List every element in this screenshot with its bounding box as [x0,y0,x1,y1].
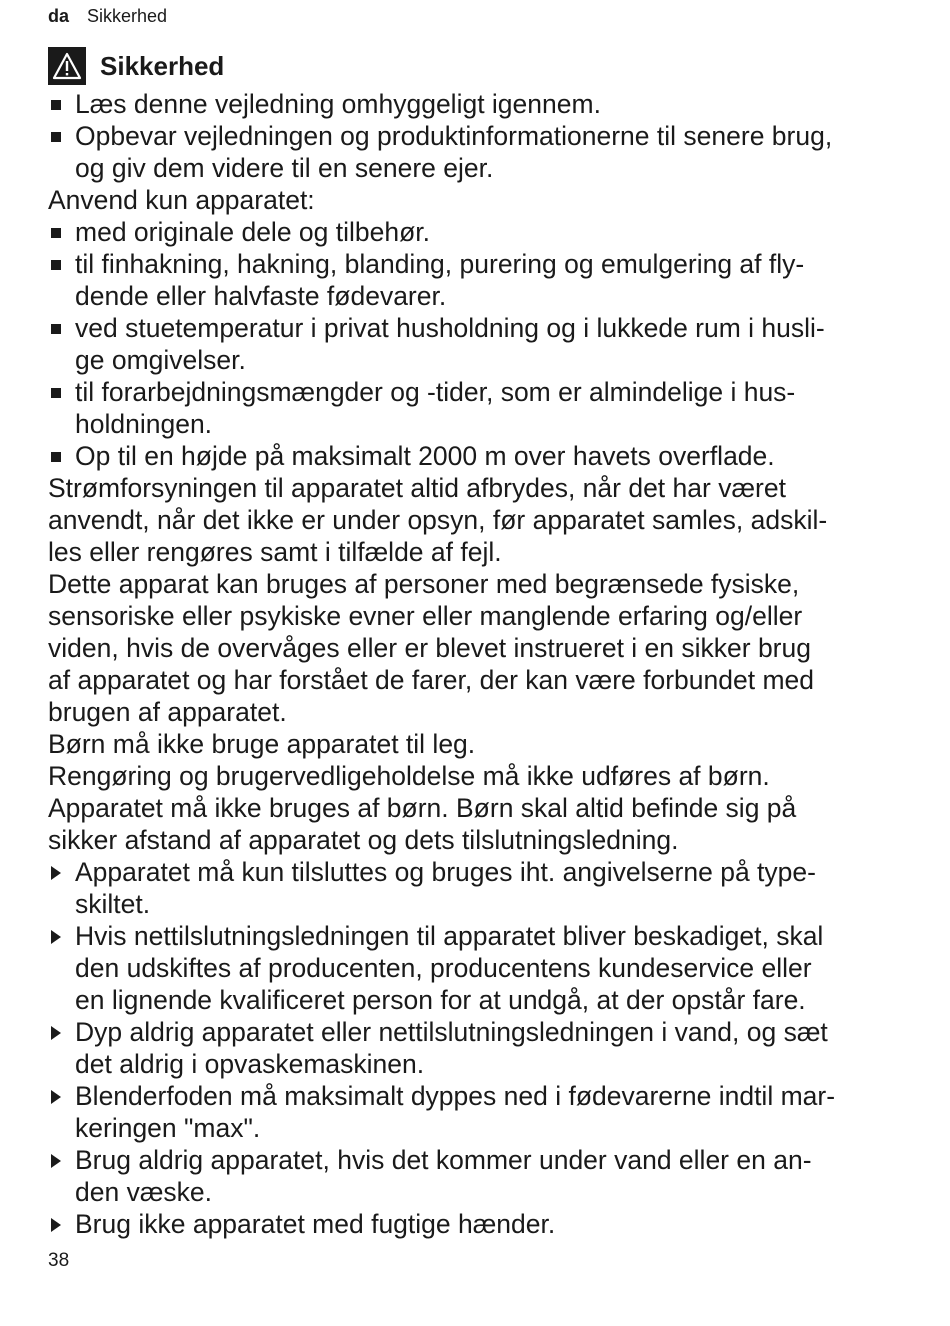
paragraph [48,568,908,728]
bullet-square-icon [51,100,61,110]
paragraph [48,792,908,856]
arrow-right-icon [51,1090,61,1104]
text-line: den væske. [75,1177,212,1207]
text-line: Rengøring og brugervedligeholdelse må ikke udføres af børn. [48,761,770,791]
bullet-item [48,440,908,472]
text-line: holdningen. [75,409,213,439]
bullet-item [48,248,908,312]
item-marker [48,1080,75,1112]
page-title: Sikkerhed [100,51,225,81]
arrow-right-icon [51,866,61,880]
safety-instructions [48,88,908,1240]
text-line: Læs denne vejledning omhyggeligt igennem. [75,89,601,119]
bullet-square-icon [51,260,61,270]
item-marker [48,88,75,120]
text-line: til finhakning, hakning, blanding, purering og emulgering af fly- [75,249,805,279]
text-line: viden, hvis de overvåges eller er blevet instrueret i en sikker brug [48,633,811,663]
text-line: Brug aldrig apparatet, hvis det kommer under vand eller en an- [75,1145,812,1175]
text-line: Blenderfoden må maksimalt dyppes ned i fødevarerne indtil mar- [75,1081,836,1111]
paragraph [48,728,908,760]
text-line: en lignende kvalificeret person for at undgå, at der opstår fare. [75,985,806,1015]
paragraph [48,184,908,216]
text-line: dende eller halvfaste fødevarer. [75,281,447,311]
language-code: da [48,6,70,26]
bullet-item [48,216,908,248]
text-line: det aldrig i opvaskemaskinen. [75,1049,425,1079]
bullet-square-icon [51,388,61,398]
instruction-item [48,1144,908,1208]
paragraph [48,472,908,568]
text-line: sikker afstand af apparatet og dets tilslutningsledning. [48,825,679,855]
text-line: ge omgivelser. [75,345,246,375]
text-line: Dette apparat kan bruges af personer med begrænsede fysiske, [48,569,800,599]
arrow-right-icon [51,1154,61,1168]
bullet-square-icon [51,132,61,142]
bullet-item [48,120,908,184]
arrow-right-icon [51,1026,61,1040]
item-marker [48,856,75,888]
bullet-item [48,376,908,440]
section-label: Sikkerhed [87,6,168,26]
item-marker [48,248,75,280]
bullet-square-icon [51,228,61,238]
text-line: Strømforsyningen til apparatet altid afbrydes, når det har været [48,473,786,503]
bullet-square-icon [51,324,61,334]
text-line: sensoriske eller psykiske evner eller manglende erfaring og/eller [48,601,803,631]
bullet-item [48,88,908,120]
text-line: brugen af apparatet. [48,697,287,727]
text-line: Dyp aldrig apparatet eller nettilslutningsledningen i vand, og sæt [75,1017,828,1047]
item-marker [48,216,75,248]
instruction-item [48,856,908,920]
text-line: af apparatet og har forstået de farer, der kan være forbundet med [48,665,815,695]
item-marker [48,1208,75,1240]
item-marker [48,920,75,952]
item-marker [48,376,75,408]
text-line: Apparatet må kun tilsluttes og bruges iht. angivelserne på type- [75,857,816,887]
bullet-square-icon [51,452,61,462]
text-line: anvendt, når det ikke er under opsyn, før apparatet samles, adskil- [48,505,828,535]
text-line: Opbevar vejledningen og produktinformationerne til senere brug, [75,121,833,151]
item-marker [48,1016,75,1048]
text-line: les eller rengøres samt i tilfælde af fejl. [48,537,502,567]
text-line: skiltet. [75,889,151,919]
text-line: til forarbejdningsmængder og -tider, som er almindelige i hus- [75,377,796,407]
paragraph [48,760,908,792]
section-heading [48,44,908,88]
item-marker [48,1144,75,1176]
instruction-item [48,1080,908,1144]
text-line: Apparatet må ikke bruges af børn. Børn skal altid befinde sig på [48,793,797,823]
text-line: Hvis nettilslutningsledningen til apparatet bliver beskadiget, skal [75,921,824,951]
instruction-item [48,1208,908,1240]
page-number: 38 [48,1250,70,1271]
text-line: Brug ikke apparatet med fugtige hænder. [75,1209,556,1239]
page-header [48,6,167,30]
bullet-item [48,312,908,376]
item-marker [48,120,75,152]
text-line: Børn må ikke bruge apparatet til leg. [48,729,476,759]
instruction-item [48,920,908,1016]
text-line: ved stuetemperatur i privat husholdning og i lukkede rum i husli- [75,313,825,343]
item-marker [48,440,75,472]
document-body [48,44,908,1240]
text-line: keringen "max". [75,1113,261,1143]
text-line: Anvend kun apparatet: [48,185,315,215]
text-line: med originale dele og tilbehør. [75,217,431,247]
arrow-right-icon [51,1218,61,1232]
arrow-right-icon [51,930,61,944]
item-marker [48,312,75,344]
text-line: Op til en højde på maksimalt 2000 m over havets overflade. [75,441,775,471]
warning-triangle-icon [48,47,86,85]
text-line: den udskiftes af producenten, producentens kundeservice eller [75,953,812,983]
instruction-item [48,1016,908,1080]
text-line: og giv dem videre til en senere ejer. [75,153,494,183]
